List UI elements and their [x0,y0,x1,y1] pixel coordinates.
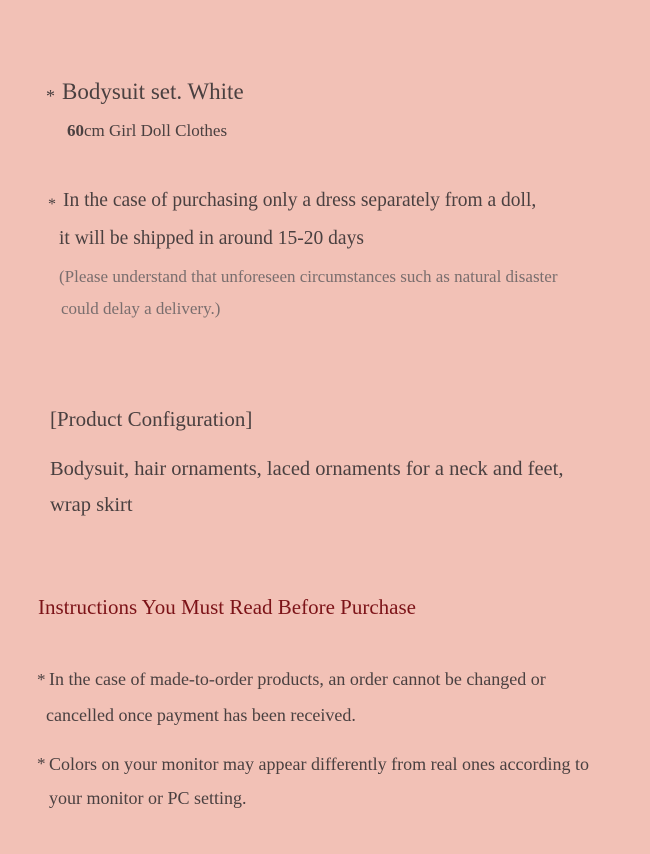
title-bullet: * [46,86,55,106]
instructions-heading: Instructions You Must Read Before Purchase [38,595,416,619]
shipping-note-line-2: could delay a delivery.) [61,299,221,318]
doll-size: 60 [67,121,84,140]
shipping-text-line-2: it will be shipped in around 15-20 days [59,228,364,249]
configuration-heading: [Product Configuration] [50,407,253,431]
instruction-bullet-2: * [37,754,46,773]
shipping-bullet: * [48,196,56,213]
product-subtitle [67,121,227,141]
instruction-bullet-1: * [37,670,46,689]
instruction-1-line-1: In the case of made-to-order products, an order cannot be changed or [49,669,546,689]
product-title: Bodysuit set. White [62,79,244,104]
subtitle-text: cm Girl Doll Clothes [84,121,228,140]
instruction-2-line-1: Colors on your monitor may appear differently from real ones according to [49,754,590,774]
configuration-text-line-1: Bodysuit, hair ornaments, laced ornaments for a neck and feet, [50,458,564,480]
configuration-text-line-2: wrap skirt [50,494,133,516]
instruction-1-line-2: cancelled once payment has been received. [46,705,356,725]
shipping-text-line-1: In the case of purchasing only a dress separately from a doll, [63,190,537,211]
instruction-2-line-2: your monitor or PC setting. [49,788,247,808]
shipping-note-line-1: (Please understand that unforeseen circumstances such as natural disaster [59,267,558,286]
